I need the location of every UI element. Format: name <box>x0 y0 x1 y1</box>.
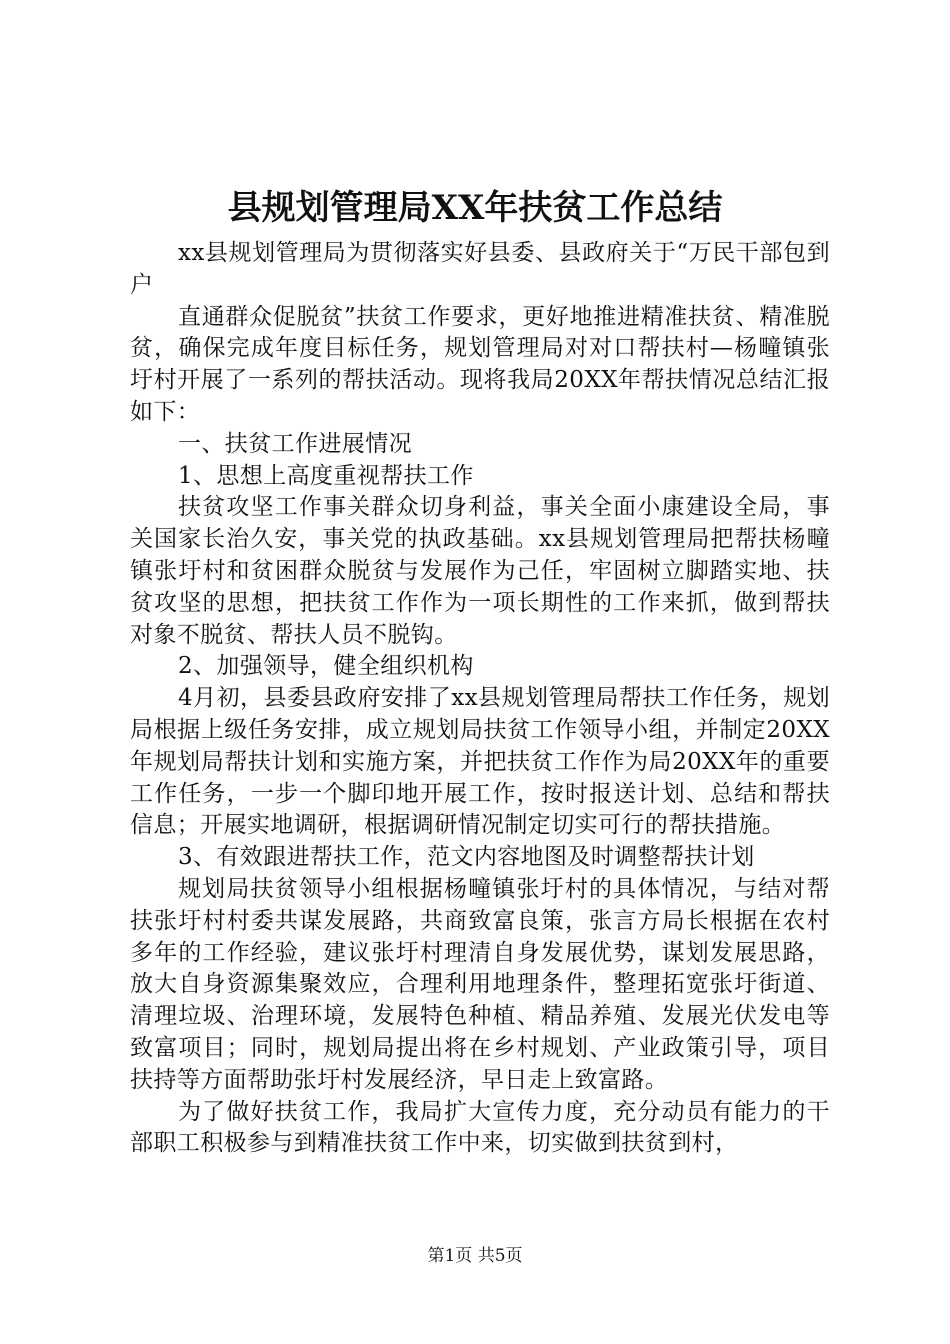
document-body <box>130 238 830 1160</box>
paragraph: 为了做好扶贫工作，我局扩大宣传力度，充分动员有能力的干部职工积极参与到精准扶贫工作中来，切实做到扶贫到村， <box>130 1098 830 1157</box>
subsection-heading: 1、思想上高度重视帮扶工作 <box>178 462 474 489</box>
document-title: 县规划管理局XX年扶贫工作总结 <box>227 188 723 228</box>
paragraph: xx县规划管理局为贯彻落实好县委、县政府关于“万民干部包到户 <box>130 240 830 298</box>
page-footer: 第1页 共5页 <box>427 1246 523 1266</box>
paragraph: 规划局扶贫领导小组根据杨疃镇张圩村的具体情况，与结对帮扶张圩村村委共谋发展路，共商致富良策，张言方局长根据在农村多年的工作经验，建议张圩村理清自身发展优势，谋划发展思路，放大自身资源集聚效应，合理利用地理条件，整理拓宽张圩街道、清理垃圾、治理环境，发展特色种植、精品养殖、发展光伏发电等致富项目；同时，规划局提出将在乡村规划、产业政策引导，项目扶持等方面帮助张圩村发展经济，早日走上致富路。 <box>130 875 830 1093</box>
subsection-heading: 2、加强领导，健全组织机构 <box>178 653 474 680</box>
paragraph: 扶贫攻坚工作事关群众切身利益，事关全面小康建设全局，事关国家长治久安，事关党的执政基础。xx县规划管理局把帮扶杨疃镇张圩村和贫困群众脱贫与发展作为己任，牢固树立脚踏实地、扶贫攻坚的思想，把扶贫工作作为一项长期性的工作来抓，做到帮扶对象不脱贫、帮扶人员不脱钩。 <box>130 494 830 648</box>
paragraph: 4月初，县委县政府安排了xx县规划管理局帮扶工作任务，规划局根据上级任务安排，成立规划局扶贫工作领导小组，并制定20XX年规划局帮扶计划和实施方案，并把扶贫工作作为局20XX年的重要工作任务，一步一个脚印地开展工作，按时报送计划、总结和帮扶信息；开展实地调研，根据调研情况制定切实可行的帮扶措施。 <box>130 685 830 839</box>
subsection-heading: 3、有效跟进帮扶工作，范文内容地图及时调整帮扶计划 <box>178 844 755 871</box>
section-heading: 一、扶贫工作进展情况 <box>178 430 412 457</box>
paragraph: 直通群众促脱贫”扶贫工作要求，更好地推进精准扶贫、精准脱贫，确保完成年度目标任务，规划管理局对对口帮扶村—杨疃镇张圩村开展了一系列的帮扶活动。现将我局20XX年帮扶情况总结汇报如下： <box>130 303 830 425</box>
